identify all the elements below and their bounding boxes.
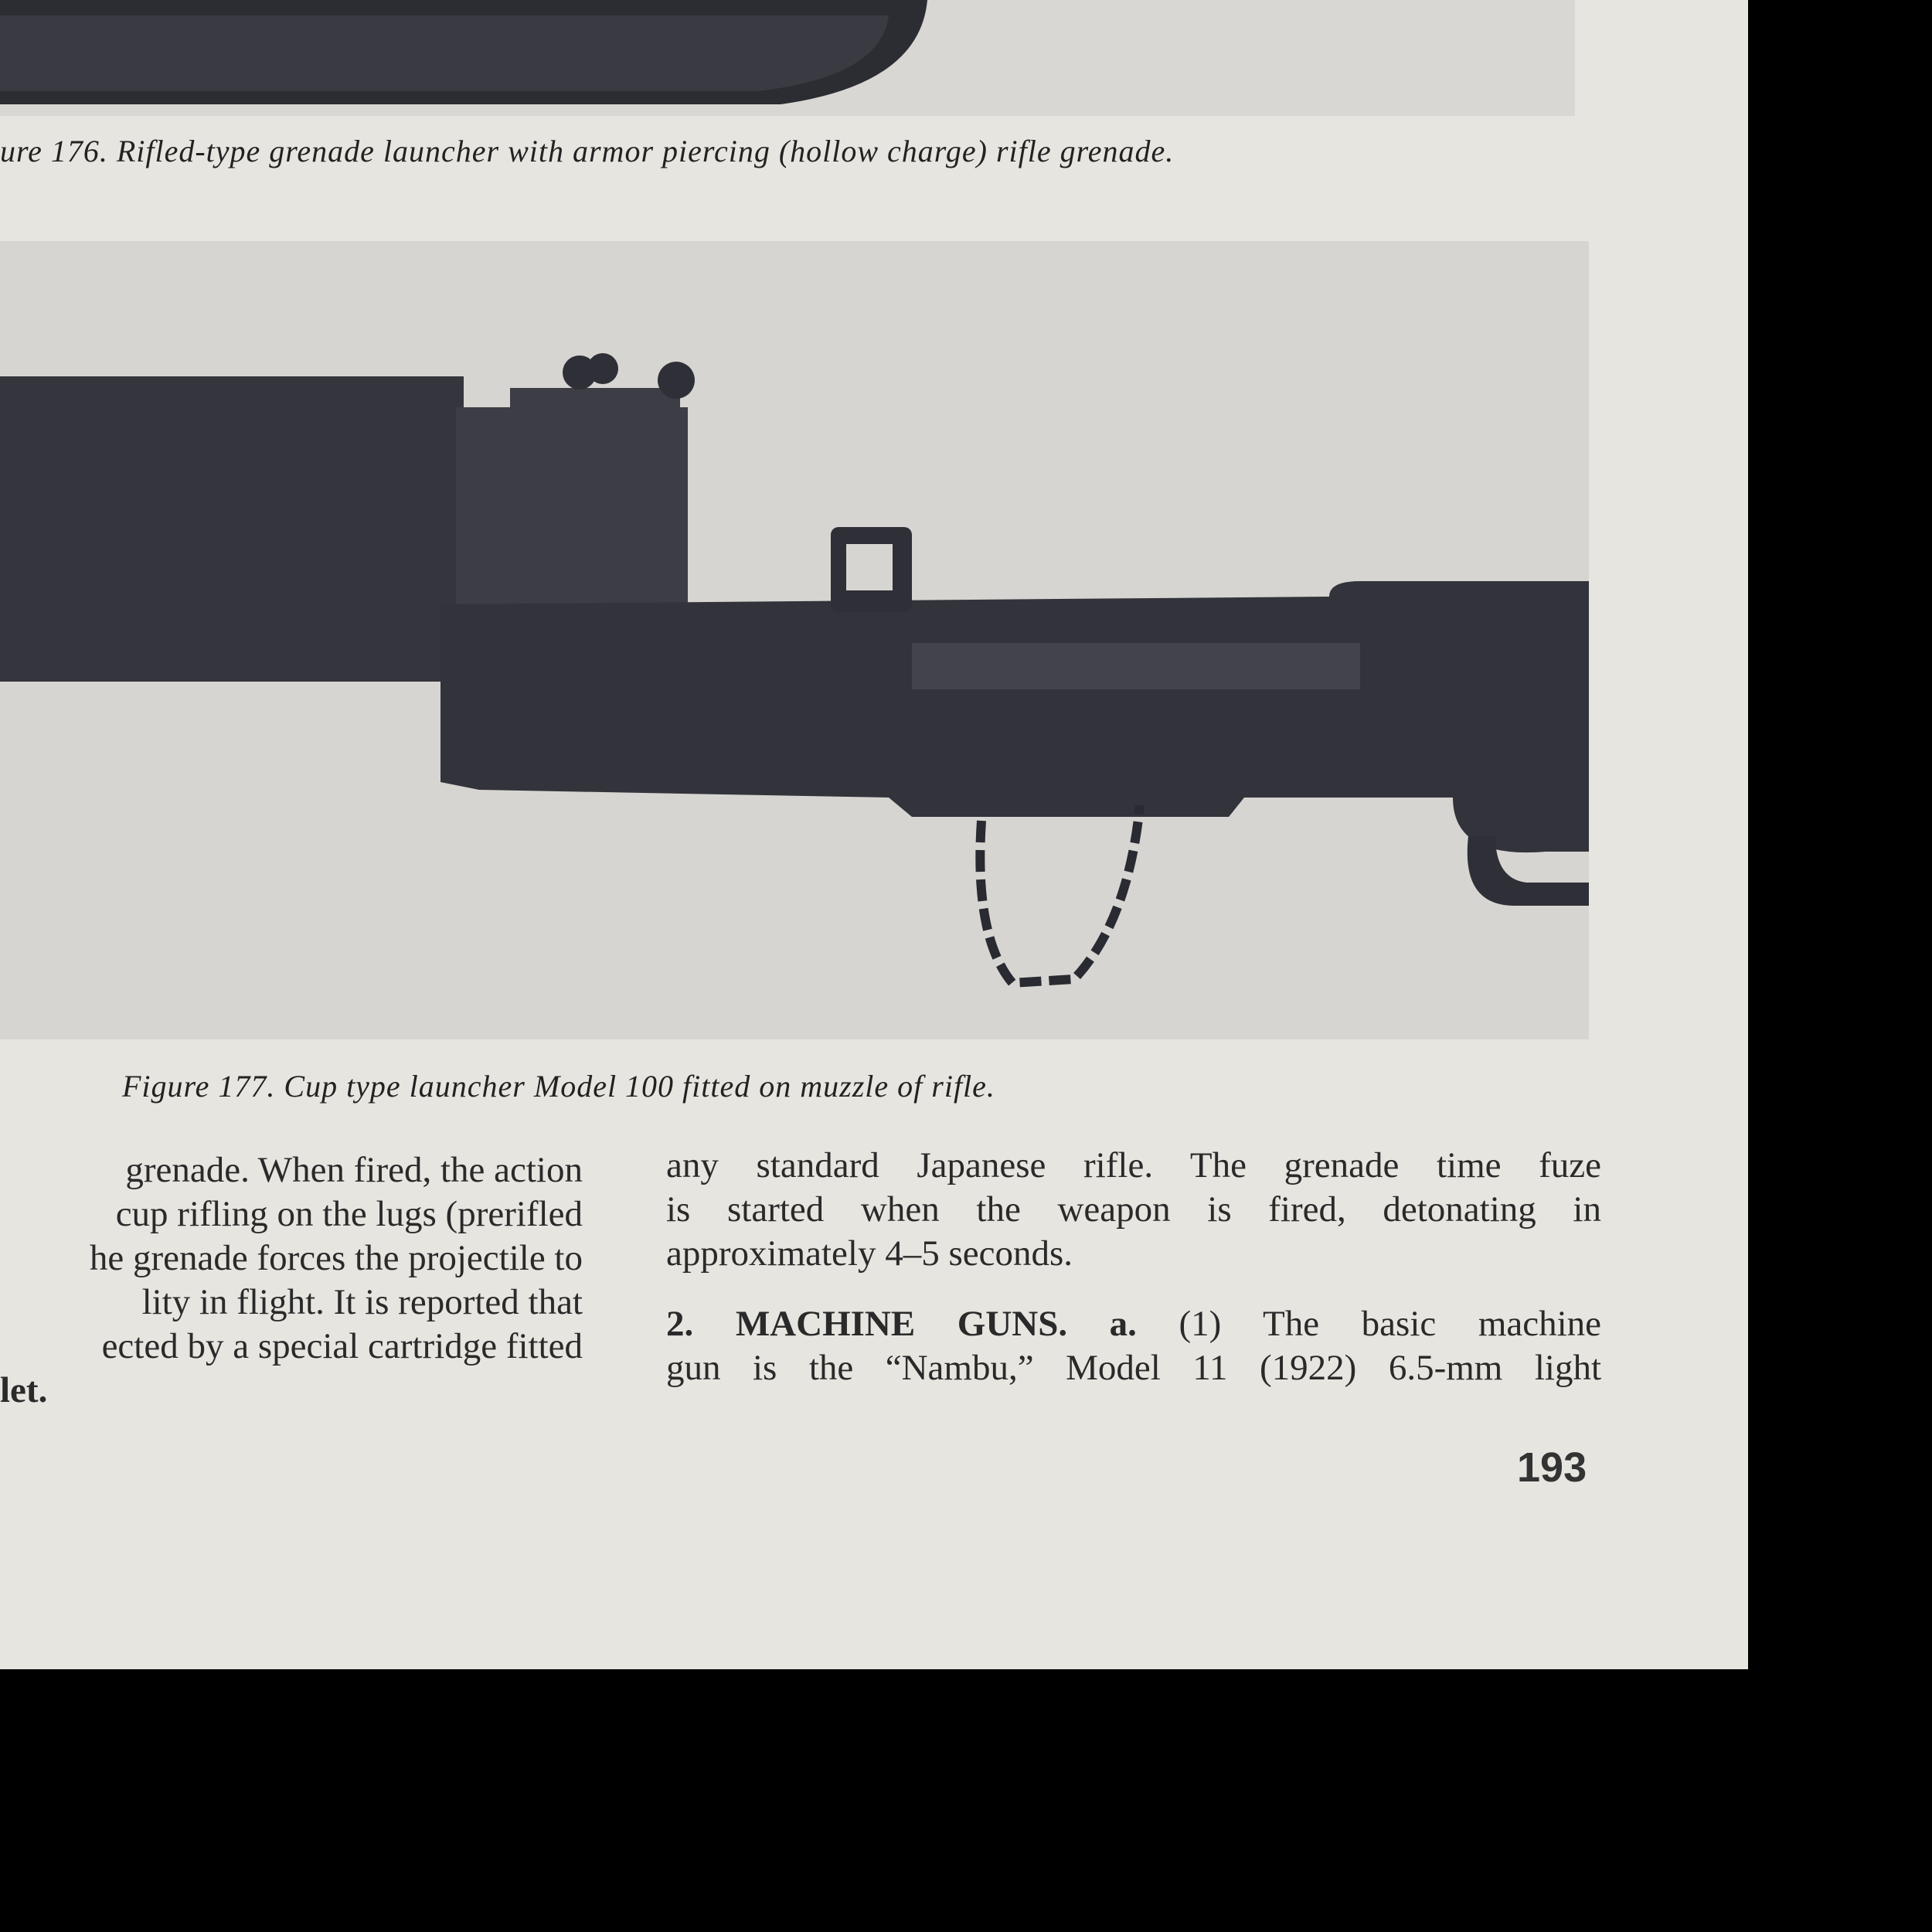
- figure-176-caption: ure 176. Rifled-type grenade launcher with armor piercing (hollow charge) rifle grenade.: [0, 134, 1175, 168]
- section-heading-line: [666, 1302, 1601, 1346]
- figure-177-caption: Figure 177. Cup type launcher Model 100 fitted on muzzle of rifle.: [122, 1069, 995, 1104]
- right-column: [666, 1144, 1601, 1390]
- figure-176-photo: [0, 0, 1575, 116]
- right-line: gun is the “Nambu,” Model 11 (1922) 6.5-mm light: [666, 1348, 1601, 1388]
- right-line-fragment: (1) The basic machine: [1179, 1304, 1602, 1344]
- left-line: grenade. When fired, the action: [125, 1150, 583, 1190]
- figure-177-photo: [0, 241, 1589, 1039]
- figure-176-image: [0, 0, 1575, 116]
- right-line: any standard Japanese rifle. The grenade time fuze: [666, 1145, 1601, 1185]
- left-line: cup rifling on the lugs (prerifled: [115, 1194, 583, 1234]
- right-line: approximately 4–5 seconds.: [666, 1233, 1073, 1274]
- left-line: let.: [0, 1370, 48, 1410]
- rifle-launcher-image: [0, 241, 1589, 1039]
- right-line: is started when the weapon is fired, detonating in: [666, 1189, 1601, 1230]
- left-line: he grenade forces the projectile to: [89, 1238, 583, 1278]
- page-number: 193: [1517, 1444, 1587, 1491]
- left-column: [0, 1148, 583, 1413]
- left-line: lity in flight. It is reported that: [141, 1282, 583, 1322]
- section-heading: 2. MACHINE GUNS. a.: [666, 1304, 1137, 1344]
- left-line: ected by a special cartridge fitted: [101, 1326, 583, 1366]
